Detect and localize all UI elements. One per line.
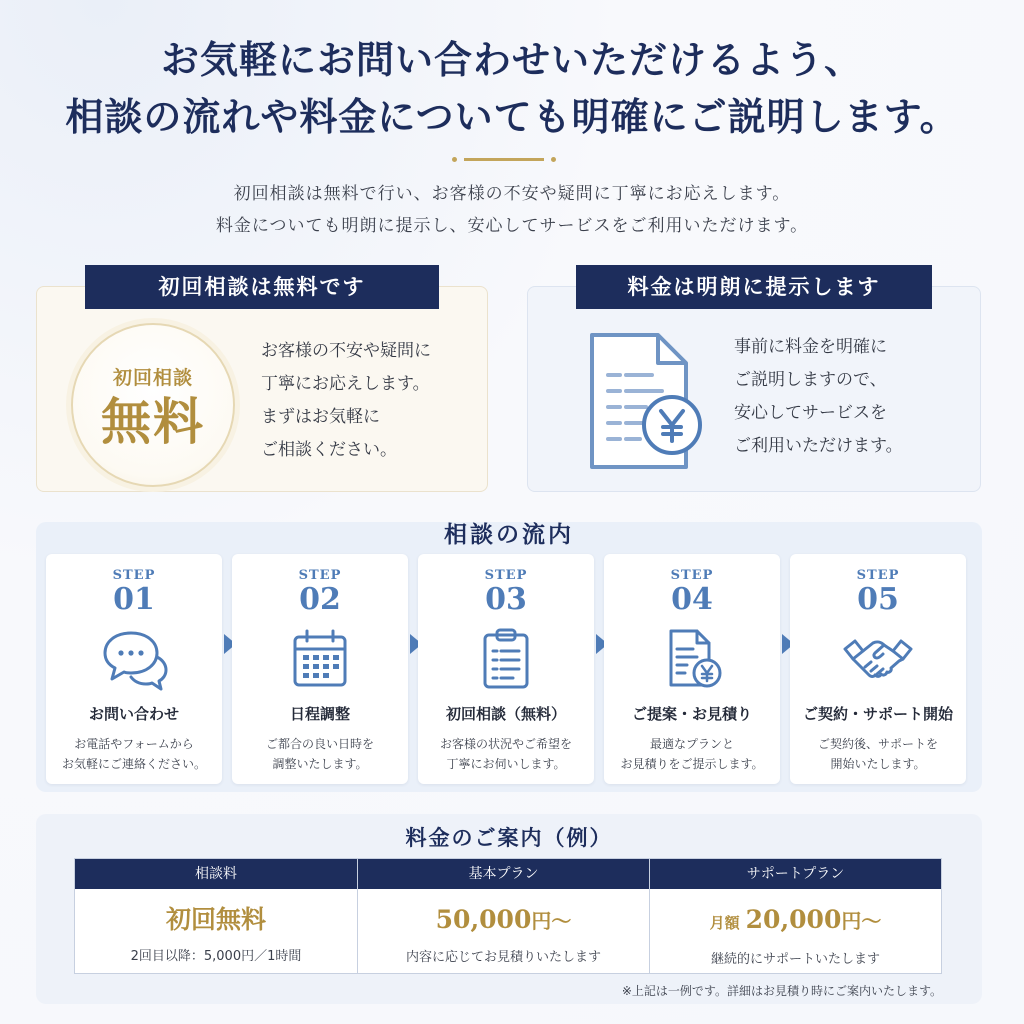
fee-amount bbox=[358, 903, 649, 938]
transparent-pricing-text bbox=[734, 331, 903, 463]
chat-bubbles-icon bbox=[99, 627, 169, 691]
headline bbox=[0, 32, 1024, 146]
step-description bbox=[418, 734, 594, 774]
intro-line-1: 初回相談は無料で行い、お客様の不安や疑問に丁寧にお応えします。 bbox=[233, 184, 791, 204]
flow-title: 相談の流内 bbox=[444, 521, 574, 548]
fee-amount-value: 初回無料 bbox=[165, 905, 266, 934]
step-title: 初回相談（無料） bbox=[445, 705, 566, 723]
step-description-line: 最適なプランと bbox=[649, 737, 734, 751]
step-card-04 bbox=[604, 554, 780, 784]
fee-amount-unit: 円～ bbox=[531, 909, 572, 933]
fee-amount bbox=[75, 903, 357, 937]
step-label: STEP bbox=[112, 568, 156, 583]
step-label: STEP bbox=[856, 568, 900, 583]
step-description-line: 丁寧にお伺いします。 bbox=[446, 757, 566, 771]
fee-guide bbox=[36, 814, 982, 1004]
free-badge-top: 初回相談 bbox=[112, 367, 193, 389]
clipboard-icon bbox=[471, 627, 541, 691]
fee-column-header: 相談料 bbox=[75, 859, 357, 889]
fee-column-basic-plan bbox=[357, 859, 649, 973]
step-description-line: 開始いたします。 bbox=[830, 757, 926, 771]
free-consultation-tab: 初回相談は無料です bbox=[85, 265, 439, 309]
step-label: STEP bbox=[298, 568, 342, 583]
free-consultation-card bbox=[36, 274, 488, 492]
step-card-03 bbox=[418, 554, 594, 784]
step-number: 04 bbox=[671, 582, 713, 617]
fee-note: 内容に応じてお見積りいたします bbox=[405, 950, 601, 965]
price-text-line: ご説明しますので、 bbox=[734, 370, 887, 390]
intro-line-2: 料金についても明朗に提示し、安心してサービスをご利用いただけます。 bbox=[215, 216, 809, 236]
transparent-pricing-card bbox=[527, 274, 981, 492]
free-consultation-text bbox=[261, 335, 431, 467]
calendar-icon bbox=[285, 627, 355, 691]
step-title: ご契約・サポート開始 bbox=[802, 705, 953, 723]
step-description-line: ご都合の良い日時を bbox=[265, 737, 374, 751]
divider-dot-left bbox=[452, 157, 457, 162]
fee-amount-unit: 円～ bbox=[841, 909, 882, 933]
step-card-02 bbox=[232, 554, 408, 784]
consultation-flow bbox=[36, 522, 982, 792]
step-description bbox=[604, 734, 780, 774]
step-description bbox=[790, 734, 966, 774]
intro-text bbox=[0, 178, 1024, 242]
free-text-line: まずはお気軽に bbox=[261, 407, 380, 427]
fee-column-consultation bbox=[75, 859, 357, 973]
fee-column-header: サポートプラン bbox=[650, 859, 941, 889]
yen-document-icon bbox=[657, 627, 727, 691]
step-description-line: お見積りをご提示します。 bbox=[620, 757, 764, 771]
fee-note: 継続的にサポートいたします bbox=[710, 952, 880, 967]
step-number: 05 bbox=[857, 582, 899, 617]
divider-dot-right bbox=[551, 157, 556, 162]
fee-table bbox=[74, 858, 942, 974]
step-title: お問い合わせ bbox=[88, 705, 179, 723]
fees-title: 料金のご案内（例） bbox=[405, 825, 613, 850]
price-text-line: ご利用いただけます。 bbox=[734, 436, 903, 456]
step-description-line: お電話やフォームから bbox=[74, 737, 194, 751]
fee-amount-value: 20,000 bbox=[745, 905, 842, 934]
fee-column-support-plan bbox=[649, 859, 941, 973]
step-description-line: 調整いたします。 bbox=[272, 757, 368, 771]
free-text-line: 丁寧にお応えします。 bbox=[261, 374, 430, 394]
step-description-line: お客様の状況やご希望を bbox=[439, 737, 572, 751]
fee-note: 2回目以降：5,000円／1時間 bbox=[130, 949, 302, 964]
headline-line-2: 相談の流れや料金についても明確にご説明します。 bbox=[65, 94, 959, 139]
transparent-pricing-tab: 料金は明朗に提示します bbox=[576, 265, 932, 309]
step-label: STEP bbox=[670, 568, 714, 583]
headline-line-1: お気軽にお問い合わせいただけるよう、 bbox=[160, 37, 863, 82]
price-text-line: 事前に料金を明確に bbox=[734, 337, 887, 357]
price-text-line: 安心してサービスを bbox=[734, 403, 887, 423]
step-description bbox=[46, 734, 222, 774]
step-description-line: ご契約後、サポートを bbox=[817, 737, 938, 751]
free-text-line: ご相談ください。 bbox=[261, 440, 397, 460]
step-number: 02 bbox=[299, 582, 341, 617]
step-title: 日程調整 bbox=[289, 705, 350, 723]
fees-footnote: ※上記は一例です。詳細はお見積り時にご案内いたします。 bbox=[621, 984, 942, 998]
step-title: ご提案・お見積り bbox=[631, 705, 752, 723]
fee-amount bbox=[650, 903, 941, 940]
step-number: 01 bbox=[113, 582, 155, 617]
free-text-line: お客様の不安や疑問に bbox=[261, 341, 431, 361]
yen-document-icon bbox=[586, 331, 706, 471]
step-description bbox=[232, 734, 408, 774]
fee-amount-prefix: 月額 bbox=[709, 914, 740, 932]
gold-divider bbox=[452, 156, 556, 162]
step-card-01 bbox=[46, 554, 222, 784]
free-badge bbox=[71, 323, 235, 487]
step-label: STEP bbox=[484, 568, 528, 583]
fee-amount-value: 50,000 bbox=[435, 905, 532, 934]
free-badge-main: 無料 bbox=[101, 392, 205, 451]
step-description-line: お気軽にご連絡ください。 bbox=[61, 757, 206, 771]
divider-bar bbox=[464, 158, 544, 161]
fee-column-header: 基本プラン bbox=[358, 859, 649, 889]
handshake-icon bbox=[843, 627, 913, 691]
step-card-05 bbox=[790, 554, 966, 784]
step-number: 03 bbox=[485, 582, 527, 617]
